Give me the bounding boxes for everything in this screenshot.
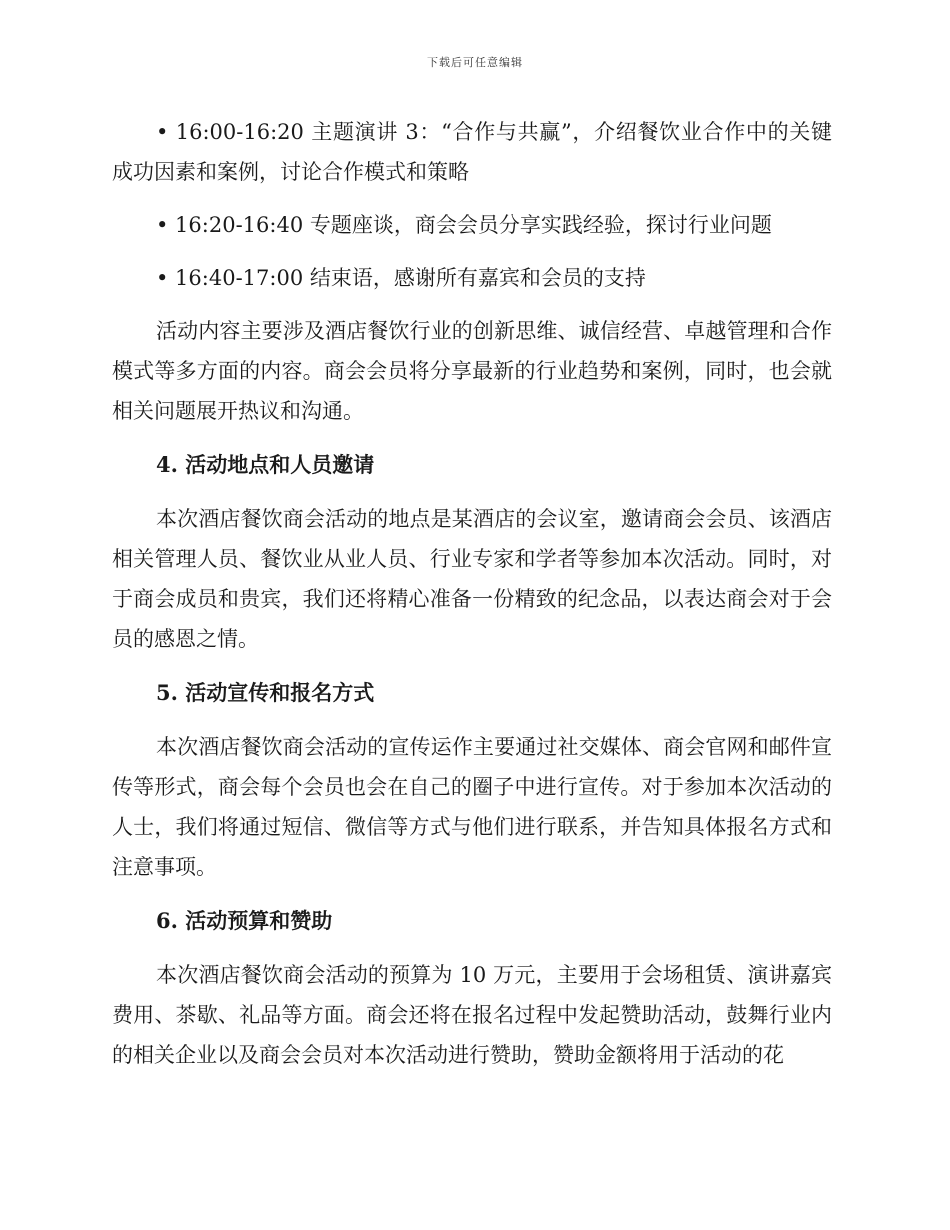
section-body-budget: 本次酒店餐饮商会活动的预算为 10 万元，主要用于会场租赁、演讲嘉宾费用、茶歇、礼品等方面。商会还将在报名过程中发起赞助活动，鼓舞行业内的相关企业以及商会会员对本次活动进行赞助，赞助金额将用于活动的花 — [112, 963, 832, 1067]
page-header: 下载后可任意编辑 — [427, 56, 523, 69]
section-heading-venue: 4. 活动地点和人员邀请 — [156, 452, 375, 477]
activity-summary: 活动内容主要涉及酒店餐饮行业的创新思维、诚信经营、卓越管理和合作模式等多方面的内容。商会会员将分享最新的行业趋势和案例，同时，也会就相关问题展开热议和沟通。 — [112, 319, 832, 423]
section-body-venue: 本次酒店餐饮商会活动的地点是某酒店的会议室，邀请商会会员、该酒店相关管理人员、餐饮业从业人员、行业专家和学者等参加本次活动。同时，对于商会成员和贵宾，我们还将精心准备一份精致的纪念品，以表达商会对于会员的感恩之情。 — [112, 507, 832, 651]
agenda-item-closing: • 16:40-17:00 结束语，感谢所有嘉宾和会员的支持 — [156, 266, 646, 290]
agenda-item-keynote-3: • 16:00-16:20 主题演讲 3：“合作与共赢”，介绍餐饮业合作中的关键成功因素和案例，讨论合作模式和策略 — [112, 120, 832, 184]
section-heading-promotion: 5. 活动宣传和报名方式 — [156, 680, 375, 705]
document-body — [112, 112, 832, 1089]
section-heading-budget: 6. 活动预算和赞助 — [156, 908, 333, 933]
section-body-promotion: 本次酒店餐饮商会活动的宣传运作主要通过社交媒体、商会官网和邮件宣传等形式，商会每个会员也会在自己的圈子中进行宣传。对于参加本次活动的人士，我们将通过短信、微信等方式与他们进行联系，并告知具体报名方式和注意事项。 — [112, 735, 832, 879]
agenda-item-panel: • 16:20-16:40 专题座谈，商会会员分享实践经验，探讨行业问题 — [156, 213, 772, 237]
